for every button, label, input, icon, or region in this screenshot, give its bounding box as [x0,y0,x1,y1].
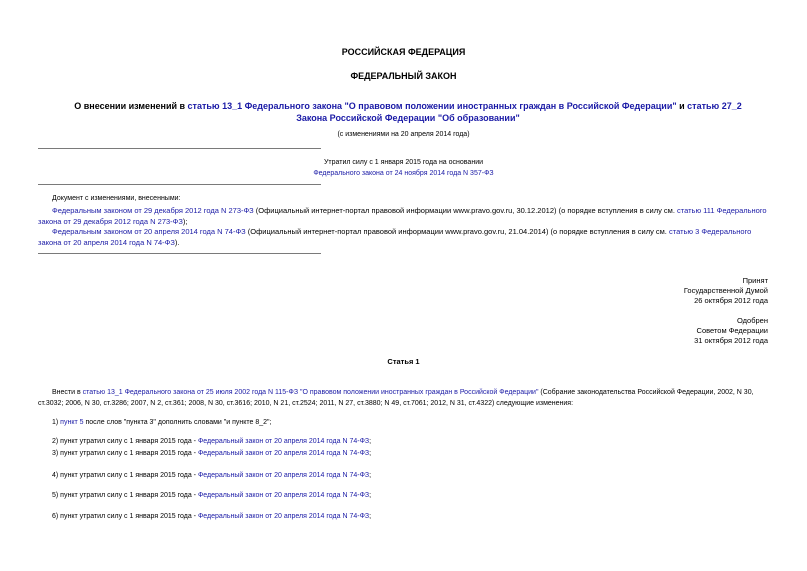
item1-number: 1) [52,419,61,426]
article-intro-prefix: Внести в [52,389,83,396]
list-item [52,450,371,457]
divider [38,184,321,185]
item-repeal-link[interactable]: Федеральный закон от 20 апреля 2014 года N 74-ФЗ [197,472,370,479]
item-number: 4) [52,472,59,479]
changes-item1-link[interactable]: Федеральным законом от 29 декабря 2012 года N 273-ФЗ [52,206,254,215]
changes-item2-end: ). [174,237,180,247]
item-number: 5) [52,492,59,499]
item-number: 3) [52,450,59,457]
expiry-law-link[interactable]: Федерального закона от 24 ноября 2014 года N 357-ФЗ [313,170,494,177]
item-end: ; [369,492,372,499]
revision-note: (с изменениями на 20 апреля 2014 года) [337,131,470,138]
article-intro-link[interactable]: статью 13_1 Федерального закона от 25 июля 2002 года N 115-ФЗ "О правовом положении иностранных граждан в Российской Федерации" [82,389,539,396]
changes-item1-end: ); [182,216,188,226]
changes-item2-link[interactable]: Федеральным законом от 20 апреля 2014 года N 74-ФЗ [52,227,246,236]
item-end: ; [369,472,372,479]
article-intro-text: (Собрание законодательства Российской Федерации, 2002, N 30, ст.3032; 2006, N 30, ст.3286; 2007, N 2, ст.361; 2008, N 30, ст.3616; 2010, N 21, ст.2524; 2011, N 27, ст.3880; N 49, ст.7061; 2012, N 31, ст.4322) следующие изменения: [38,389,754,407]
list-item [52,513,371,520]
item-repeal-link[interactable]: Федеральный закон от 20 апреля 2014 года N 74-ФЗ [197,438,370,445]
item-text: пункт утратил силу с 1 января 2015 года - [58,492,198,499]
changes-intro: Документ с изменениями, внесенными: [52,195,181,202]
changes-item [38,206,770,227]
adopted-line: 26 октября 2012 года [694,296,768,305]
item1-link[interactable]: пункт 5 [60,419,84,426]
item-number: 6) [52,513,59,520]
title-link-article-27-2[interactable]: статью 27_2 Закона Российской Федерации "Об образовании" [296,101,742,123]
approved-line: 31 октября 2012 года [694,336,768,345]
divider [38,253,321,254]
item-text: пункт утратил силу с 1 января 2015 года - [58,450,198,457]
item-repeal-link[interactable]: Федеральный закон от 20 апреля 2014 года N 74-ФЗ [197,513,370,520]
approved-line: Одобрен [737,316,768,325]
changes-item2-link2[interactable]: статью 3 Федерального закона от 20 апреля 2014 года N 74-ФЗ [38,227,752,247]
item-text: пункт утратил силу с 1 января 2015 года - [58,513,198,520]
article-heading: Статья 1 [387,357,420,366]
list-item [52,438,371,445]
divider [38,148,321,149]
adopted-line: Государственной Думой [683,286,768,295]
changes-item [38,227,770,248]
item-text: пункт утратил силу с 1 января 2015 года - [58,472,198,479]
title-link-article-13-1[interactable]: статью 13_1 Федерального закона "О правовом положении иностранных граждан в Российской Федерации" [187,101,677,111]
law-type-heading: ФЕДЕРАЛЬНЫЙ ЗАКОН [350,71,457,81]
item-text: пункт утратил силу с 1 января 2015 года - [58,438,198,445]
adopted-block [684,276,768,306]
changes-item1-text: (Официальный интернет-портал правовой информации www.pravo.gov.ru, 30.12.2012) (о порядке вступления в силу см. [253,206,677,215]
item-end: ; [369,513,372,520]
item1-text: после слов "пункта 3" дополнить словами "и пункте 8_2"; [83,419,272,426]
list-item [52,492,371,499]
title-mid: и [676,101,688,111]
country-heading: РОССИЙСКАЯ ФЕДЕРАЦИЯ [341,47,466,57]
list-item [52,472,371,479]
item-end: ; [369,450,372,457]
item-repeal-link[interactable]: Федеральный закон от 20 апреля 2014 года N 74-ФЗ [197,450,370,457]
item-repeal-link[interactable]: Федеральный закон от 20 апреля 2014 года N 74-ФЗ [197,492,370,499]
approved-line: Советом Федерации [696,326,768,335]
approved-block [694,316,768,346]
expiry-note: Утратил силу с 1 января 2015 года на основании [323,159,484,166]
item-end: ; [369,438,372,445]
changes-item1-link2[interactable]: статью 111 Федерального закона от 29 декабря 2012 года N 273-ФЗ [38,206,767,226]
changes-item2-text: (Официальный интернет-портал правовой информации www.pravo.gov.ru, 21.04.2014) (о порядке вступления в силу см. [245,227,669,236]
law-title [58,100,758,124]
adopted-line: Принят [742,276,768,285]
list-item [52,419,272,426]
title-prefix: О внесении изменений в [74,101,188,111]
item-number: 2) [52,438,59,445]
article-intro [38,388,770,409]
